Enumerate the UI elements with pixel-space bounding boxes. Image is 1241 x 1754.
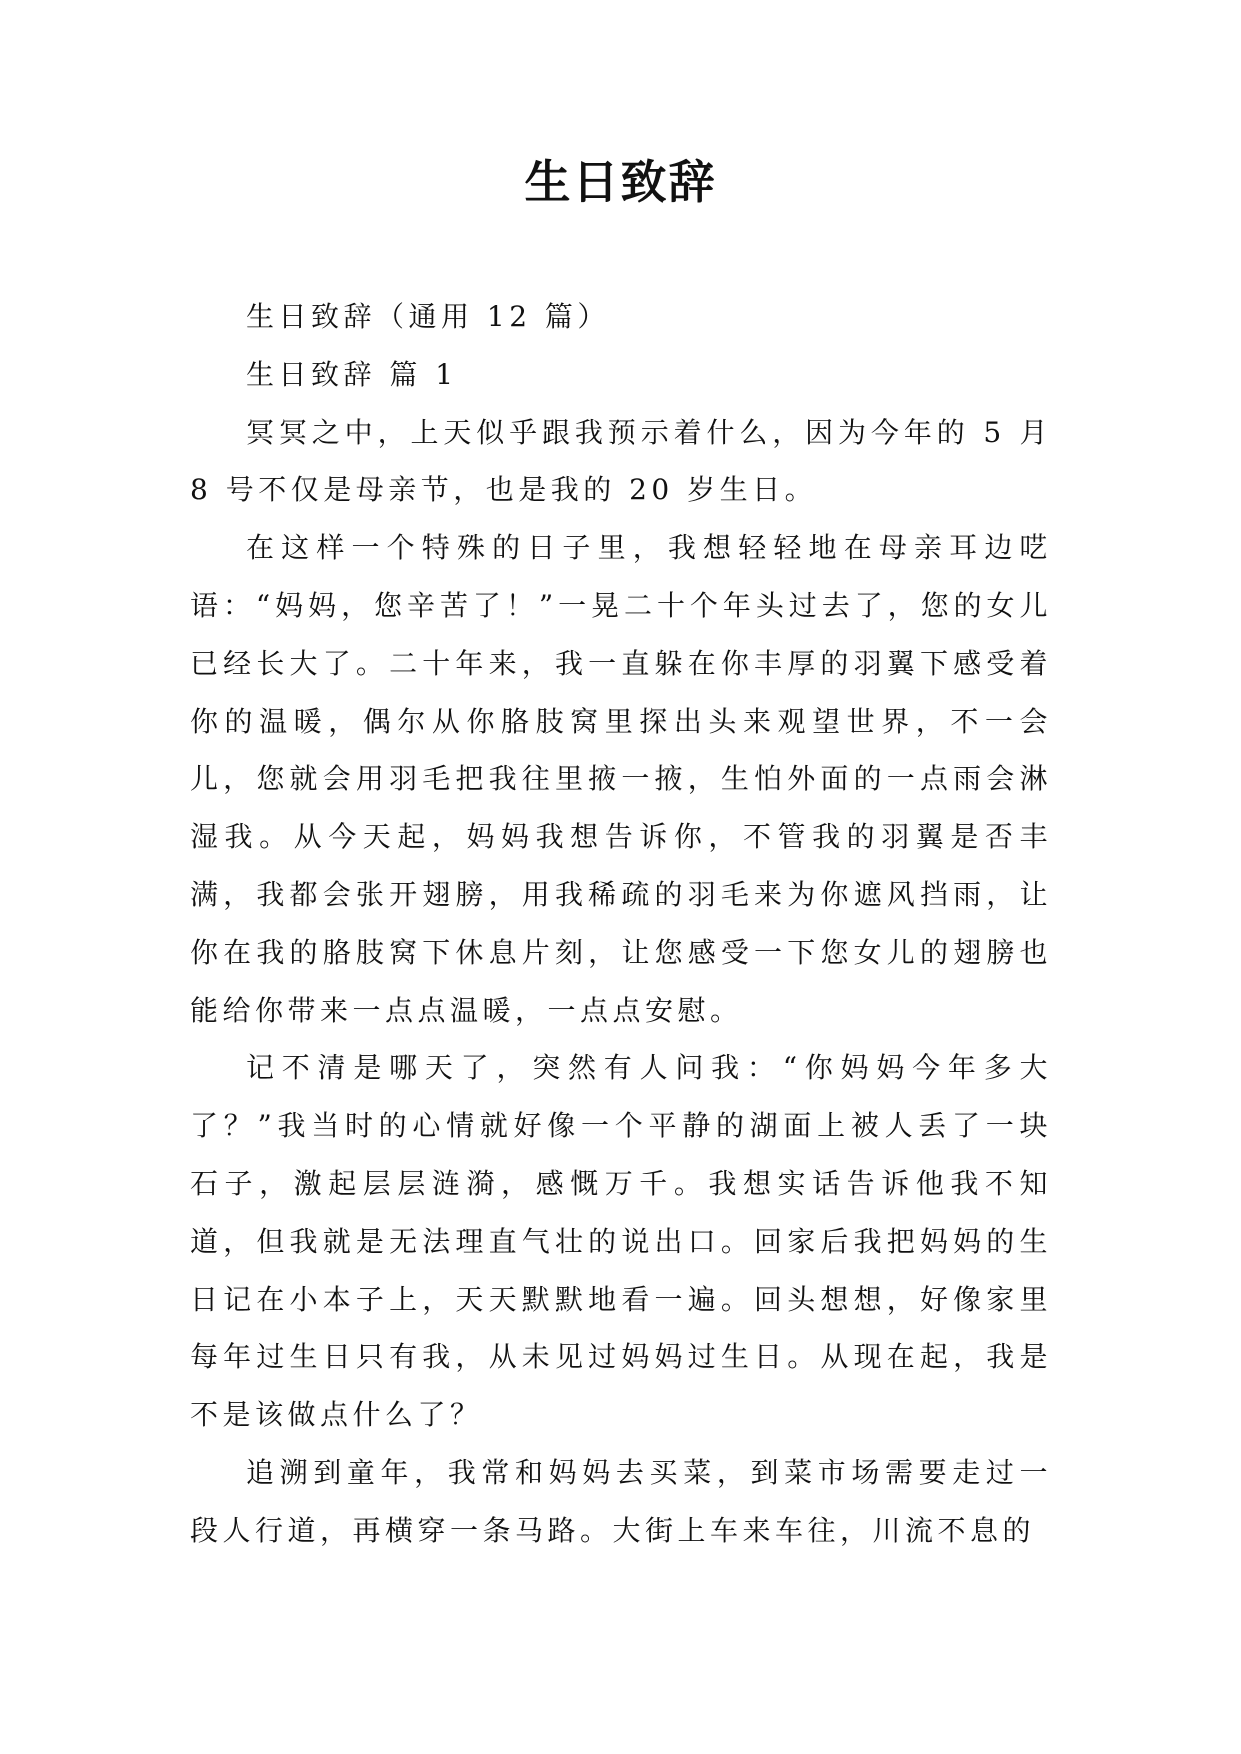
paragraph: 冥冥之中，上天似乎跟我预示着什么，因为今年的 5 月 8 号不仅是母亲节，也是我的 20 岁生日。 bbox=[190, 415, 1052, 507]
section-heading: 生日致辞 篇 1 bbox=[246, 357, 458, 391]
document-body bbox=[190, 288, 1052, 1560]
document-subtitle: 生日致辞（通用 12 篇） bbox=[246, 300, 610, 333]
paragraph: 追溯到童年，我常和妈妈去买菜，到菜市场需要走过一段人行道，再横穿一条马路。大街上车来车往，川流不息的 bbox=[190, 1455, 1052, 1547]
paragraph: 在这样一个特殊的日子里，我想轻轻地在母亲耳边呓语：“妈妈，您辛苦了！”一晃二十个年头过去了，您的女儿已经长大了。二十年来，我一直躲在你丰厚的羽翼下感受着你的温暖，偶尔从你胳肢窝里探出头来观望世界，不一会儿，您就会用羽毛把我往里掖一掖，生怕外面的一点雨会淋湿我。从今天起，妈妈我想告诉你，不管我的羽翼是否丰满，我都会张开翅膀，用我稀疏的羽毛来为你遮风挡雨，让你在我的胳肢窝下休息片刻，让您感受一下您女儿的翅膀也能给你带来一点点温暖，一点点安慰。 bbox=[190, 531, 1052, 1027]
document-title: 生日致辞 bbox=[524, 155, 717, 209]
paragraph: 记不清是哪天了，突然有人问我：“你妈妈今年多大了？”我当时的心情就好像一个平静的湖面上被人丢了一块石子，激起层层涟漪，感慨万千。我想实话告诉他我不知道，但我就是无法理直气壮的说出口。回家后我把妈妈的生日记在小本子上，天天默默地看一遍。回头想想，好像家里每年过生日只有我，从未见过妈妈过生日。从现在起，我是不是该做点什么了？ bbox=[190, 1051, 1052, 1432]
